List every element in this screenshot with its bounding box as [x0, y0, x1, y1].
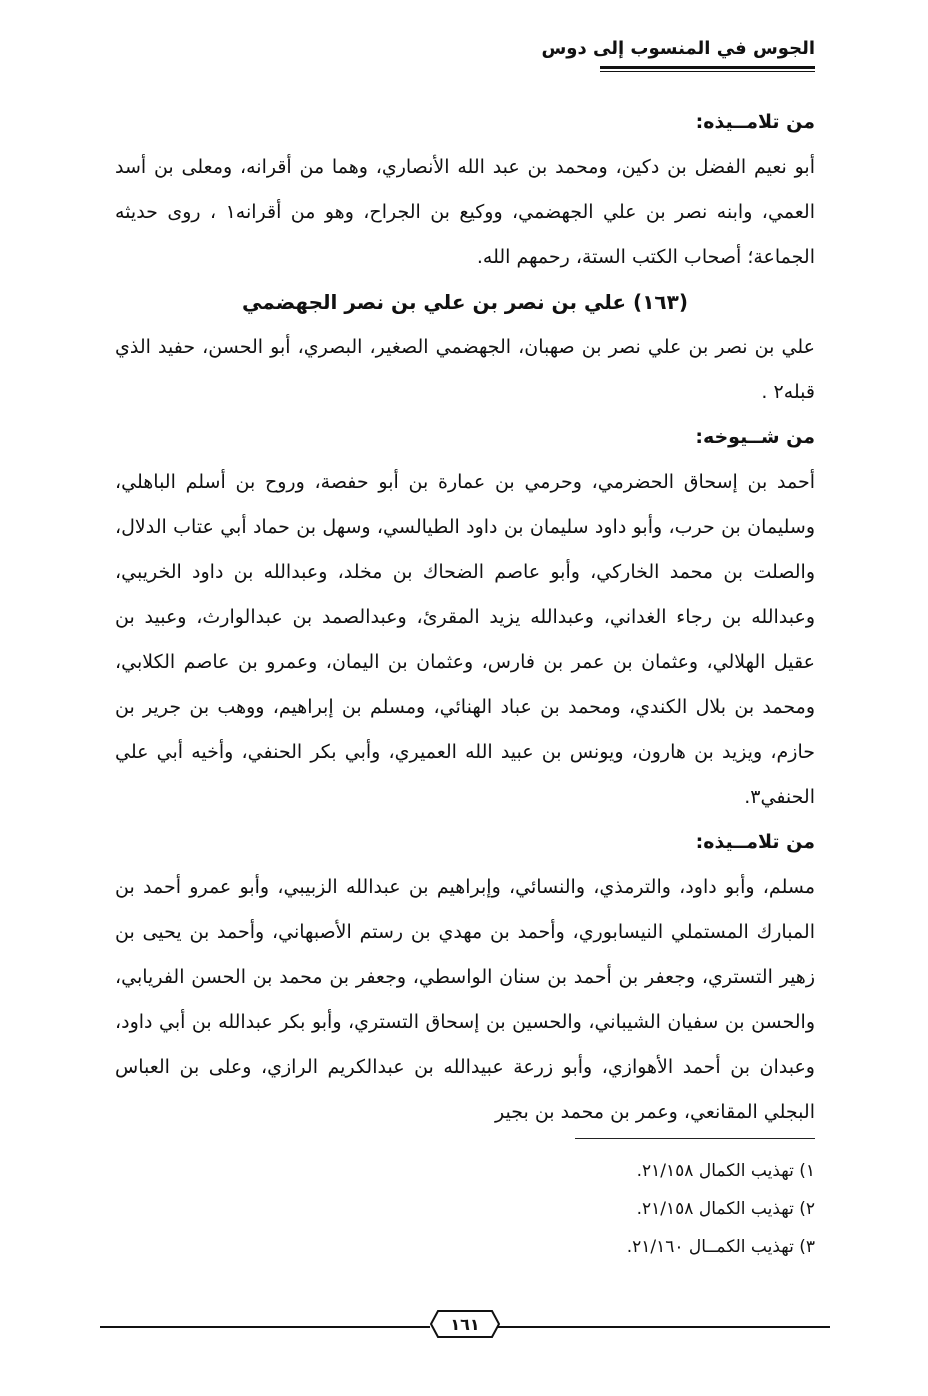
running-title: الجوس في المنسوب إلى دوس — [541, 38, 815, 59]
students-paragraph-2: مسلم، وأبو داود، والترمذي، والنسائي، وإبراهيم بن عبدالله الزبيبي، وأبو عمرو أحمد بن المبارك المستملي النيسابوري، وأحمد بن مهدي بن رستم الأصبهاني، وأحمد بن يحيى بن زهير التستري، وجعفر بن أحمد بن سنان الواسطي، وجعفر بن محمد بن الحسن الفريابي، والحسن بن سفيان الشيباني، والحسين بن إسحاق التستري، وأبو بكر عبدالله بن أبي داود، وعبدان بن أحمد الأهوازي، وأبو زرعة عبيدالله بن عبدالكريم الرازي، وعلى بن العباس البجلي المقانعي، وعمر بن محمد بن بجير — [115, 876, 815, 1123]
footnotes — [415, 1152, 815, 1266]
footnote-1: ١) تهذيب الكمال ٢١/١٥٨. — [636, 1161, 815, 1181]
page-number: ١٦١ — [450, 1315, 480, 1334]
footer-rule-right — [498, 1326, 830, 1328]
students-heading-2: من تلامــيذه: — [695, 831, 815, 853]
teachers-paragraph: أحمد بن إسحاق الحضرمي، وحرمي بن عمارة بن أبو حفصة، وروح بن أسلم الباهلي، وسليمان بن حرب، وأبو داود سليمان بن داود الطيالسي، وسهل بن حماد أبي عتاب الدلال، والصلت بن محمد الخاركي، وأبو عاصم الضحاك بن مخلد، وعبدالله بن داود الخريبي، وعبدالله بن رجاء الغداني، وعبدالله يزيد المقرئ، وعبدالصمد بن عبدالوارث، وعبيد بن عقيل الهلالي، وعثمان بن عمر بن فارس، وعثمان بن اليمان، وعمرو بن عاصم الكلابي، ومحمد بن بلال الكندي، ومحمد بن عباد الهنائي، ومسلم بن إبراهيم، ووهب بن جرير بن حازم، ويزيد بن هارون، ويونس بن عبيد الله العميري، وأبي بكر الحنفي، وأخيه أبي علي الحنفي٣. — [115, 471, 815, 808]
footnote-separator — [575, 1138, 815, 1139]
entry-intro: علي بن نصر بن علي نصر بن صهبان، الجهضمي الصغير، البصري، أبو الحسن، حفيد الذي قبله٢ . — [115, 336, 815, 403]
page-footer — [100, 1306, 830, 1346]
footnote-2: ٢) تهذيب الكمال ٢١/١٥٨. — [636, 1199, 815, 1219]
header-rule-thin — [600, 71, 815, 72]
header-rule-thick — [600, 66, 815, 69]
students-heading: من تلامــيذه: — [695, 111, 815, 133]
main-text — [115, 100, 815, 1135]
entry-title: (١٦٣) علي بن نصر بن علي بن نصر الجهضمي — [242, 290, 688, 314]
footnote-3: ٣) تهذيب الكمــال ٢١/١٦٠. — [626, 1237, 815, 1257]
footer-rule-left — [100, 1326, 430, 1328]
page-number-badge — [430, 1309, 500, 1339]
students-paragraph: أبو نعيم الفضل بن دكين، ومحمد بن عبد الله الأنصاري، وهما من أقرانه، ومعلى بن أسد العمي، وابنه نصر بن علي الجهضمي، ووكيع بن الجراح، وهو من أقرانه١ ، روى حديثه الجماعة؛ أصحاب الكتب الستة، رحمهم الله. — [115, 156, 815, 268]
teachers-heading: من شــيوخه: — [695, 426, 815, 448]
